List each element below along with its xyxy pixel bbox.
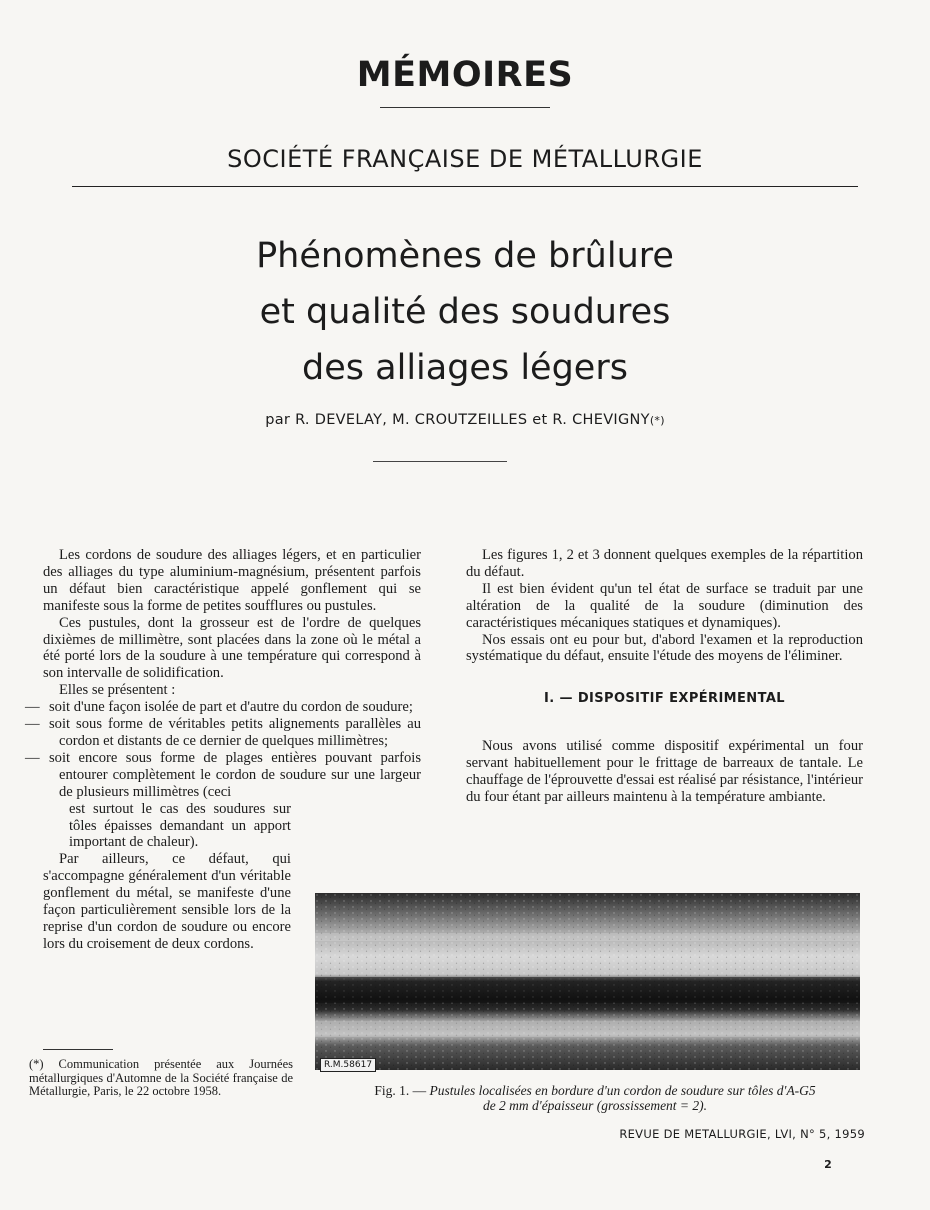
section-heading: I. — DISPOSITIF EXPÉRIMENTAL <box>544 691 785 707</box>
right-paragraph-3: Nos essais ont eu pour but, d'abord l'examen et la reproduction systématique du défaut, ensuite l'étude des moyens de l'éliminer. <box>466 631 863 665</box>
caption-text-2: de 2 mm d'épaisseur (grossissement = 2). <box>482 1098 708 1113</box>
author-chevigny: R. CHEVIGNY <box>552 412 650 428</box>
list-dash: — <box>25 749 40 766</box>
list-item <box>25 716 421 750</box>
footnote: (*) Communication présentée aux Journées métallurgiques d'Automne de la Société française de Métallurgie, Paris, le 22 octobre 1958. <box>29 1057 293 1099</box>
list-item-text: soit encore sous forme de plages entières pouvant parfois entourer complètement le cordon de soudure sur une largeur de plusieurs millimètres (ceci <box>49 749 421 800</box>
list-item-continuation: est surtout le cas des soudures sur tôles épaisses demandant un apport important de chaleur). <box>69 800 291 851</box>
right-paragraph-1: Les figures 1, 2 et 3 donnent quelques exemples de la répartition du défaut. <box>466 547 863 580</box>
right-paragraph-4: Nous avons utilisé comme dispositif expérimental un four servant habituellement pour le frittage de barreaux de tantale. Le chauffage de l'éprouvette d'essai est réalisé par résistance, l'intérieur du four étant par ailleurs maintenu à la température ambiante. <box>466 738 864 806</box>
figure-reference-label: R.M.58617 <box>320 1058 376 1072</box>
authors-and: et <box>532 412 548 428</box>
society-name: SOCIÉTÉ FRANÇAISE DE MÉTALLURGIE <box>227 145 703 173</box>
left-paragraph-2: Ces pustules, dont la grosseur est de l'ordre de quelques dixièmes de millimètre, sont placées dans la zone où le métal a été porté lors de la soudure à une température qui correspond à son intervalle de solidification. <box>43 614 421 682</box>
left-paragraph-1: Les cordons de soudure des alliages légers, et en particulier des alliages du type aluminium-magnésium, présentent parfois un défaut bien caractéristique appelé gonflement qui se manifeste sous la forme de petites soufflures ou pustules. <box>43 547 421 614</box>
authors-divider <box>373 461 507 462</box>
article-title <box>0 228 930 396</box>
left-paragraph-3: Elles se présentent : <box>59 682 176 699</box>
list-item-text: soit d'une façon isolée de part et d'autre du cordon de soudure; <box>49 699 413 716</box>
author-croutzeilles: M. CROUTZEILLES <box>392 412 528 428</box>
footnote-rule <box>43 1049 113 1050</box>
list-item-text: soit sous forme de véritables petits alignements parallèles au cordon et distants de ce dernier de quelques millimètres; <box>49 716 421 749</box>
figure-caption <box>325 1083 865 1113</box>
list-item <box>25 699 421 716</box>
right-column <box>466 547 863 806</box>
weld-photograph-image <box>315 893 860 1070</box>
list-dash: — <box>25 699 40 716</box>
page-number: 2 <box>824 1158 832 1171</box>
header-rule <box>72 186 858 187</box>
left-column <box>25 547 421 953</box>
list-dash: — <box>25 716 40 733</box>
article-title-line-3: des alliages légers <box>302 348 628 388</box>
journal-section-title: MÉMOIRES <box>356 55 574 95</box>
article-title-line-1: Phénomènes de brûlure <box>256 236 674 276</box>
caption-line-1 <box>325 1083 865 1098</box>
title-divider <box>380 107 550 108</box>
author-develay: R. DEVELAY, <box>295 412 388 428</box>
author-footnote-marker: (*) <box>649 414 665 427</box>
authors-prefix: par <box>265 412 291 428</box>
caption-prefix: Fig. 1. — <box>374 1083 427 1098</box>
right-paragraph-2: Il est bien évident qu'un tel état de surface se traduit par une altération de la qualité de la soudure (diminution des caractéristiques mécaniques statiques et dynamiques). <box>466 580 863 631</box>
article-title-line-2: et qualité des soudures <box>259 292 671 332</box>
weld-photograph <box>315 893 860 1070</box>
journal-reference: REVUE DE METALLURGIE, LVI, N° 5, 1959 <box>619 1127 865 1141</box>
left-paragraph-4: Par ailleurs, ce défaut, qui s'accompagne généralement d'un véritable gonflement du métal, se manifeste d'une façon particulièrement sensible lors de la reprise d'un cordon de soudure ou encore lors du croisement de deux cordons. <box>43 851 291 952</box>
list-item <box>25 750 421 801</box>
caption-text-1: Pustules localisées en bordure d'un cordon de soudure sur tôles d'A-G5 <box>429 1083 816 1098</box>
authors-line <box>0 412 930 428</box>
